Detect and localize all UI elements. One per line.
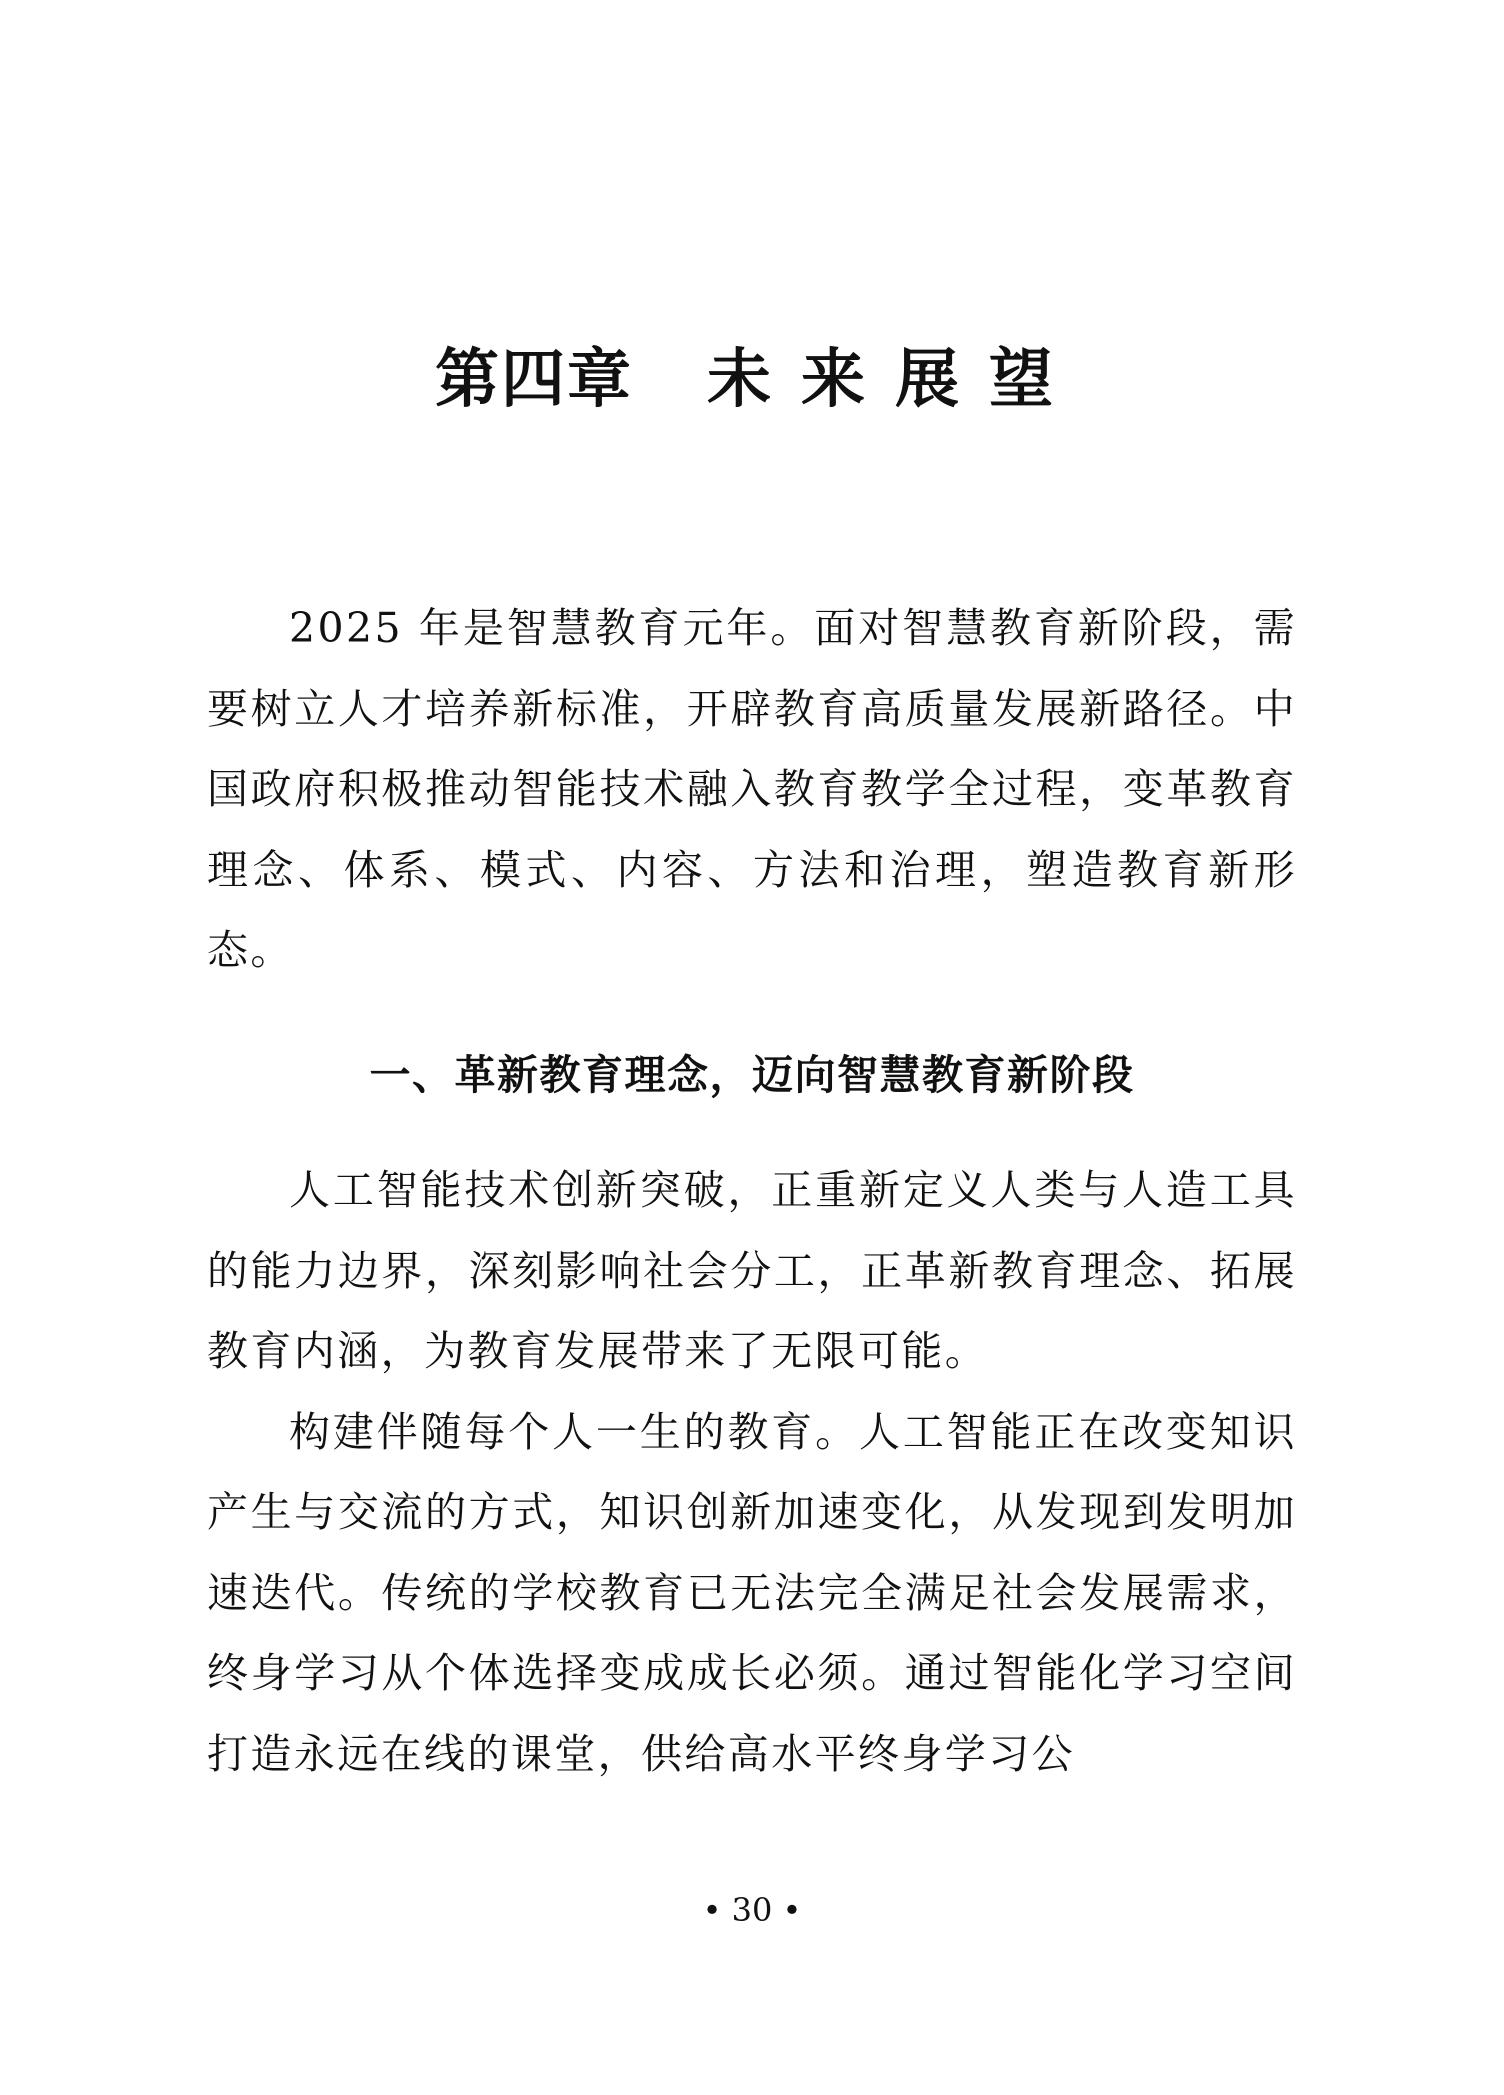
intro-paragraph: 2025 年是智慧教育元年。面对智慧教育新阶段，需要树立人才培养新标准，开辟教育高质量发展新路径。中国政府积极推动智能技术融入教育教学全过程，变革教育理念、体系、模式、内容、方法和治理，塑造教育新形态。 [207,604,1297,974]
chapter-title [0,335,1504,425]
chapter-number-label: 第四章 [435,342,633,417]
chapter-title-char: 展 [895,342,961,417]
page-number: • 30 • [702,1891,802,1929]
body-paragraph: 人工智能技术创新突破，正重新定义人类与人造工具的能力边界，深刻影响社会分工，正革新教育理念、拓展教育内涵，为教育发展带来了无限可能。 [207,1166,1297,1375]
chapter-title-char: 来 [801,342,867,417]
section-heading: 一、革新教育理念，迈向智慧教育新阶段 [369,1051,1135,1099]
intro-block [207,588,1297,991]
body-paragraph: 构建伴随每个人一生的教育。人工智能正在改变知识产生与交流的方式，知识创新加速变化，从发现到发明加速迭代。传统的学校教育已无法完全满足社会发展需求，终身学习从个体选择变成成长必须。通过智能化学习空间打造永远在线的课堂，供给高水平终身学习公 [207,1407,1297,1778]
chapter-title-char: 未 [707,342,773,417]
chapter-title-char: 望 [989,342,1055,417]
section-body [207,1150,1297,1794]
